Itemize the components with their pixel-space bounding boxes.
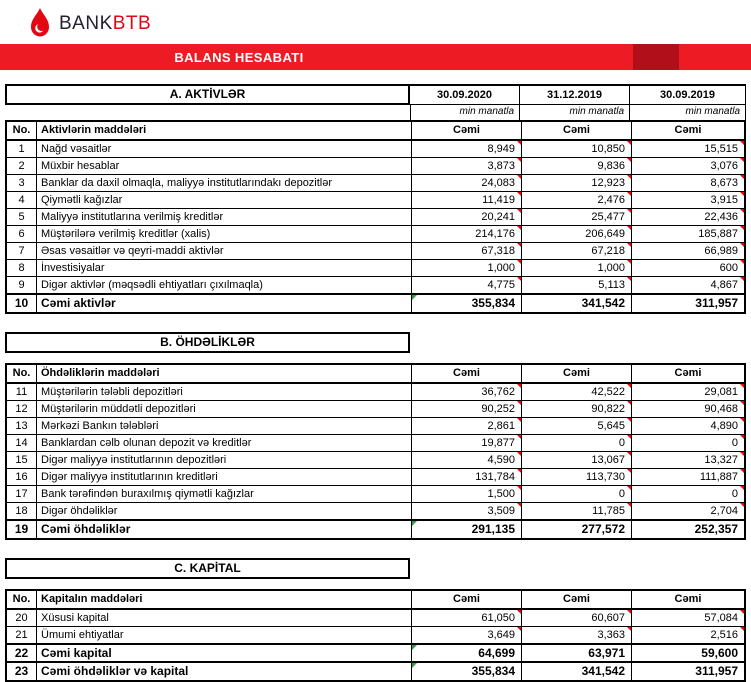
section-title: C. KAPİTAL (5, 558, 410, 579)
row-number: 22 (7, 645, 37, 662)
table-row (7, 226, 744, 243)
sections-container (5, 84, 746, 682)
data-table (5, 120, 746, 314)
col-header-items: Kapitalın maddələri (37, 591, 412, 610)
value-cell: 291,135 (412, 521, 522, 538)
value-cell: 214,176 (412, 226, 522, 243)
table-row (7, 418, 744, 435)
value-cell: 15,515 (632, 141, 744, 158)
logo-text (59, 13, 151, 35)
row-number: 18 (7, 503, 37, 520)
value-cell: 277,572 (522, 521, 632, 538)
unit-note-row (5, 105, 746, 120)
table-row (7, 644, 744, 662)
row-number: 10 (7, 295, 37, 312)
value-cell: 1,000 (522, 260, 632, 277)
spacer (5, 105, 410, 120)
row-label: Müxbir hesablar (37, 158, 412, 175)
section-title: A. AKTİVLƏR (5, 84, 410, 105)
row-number: 21 (7, 627, 37, 644)
row-number: 7 (7, 243, 37, 260)
value-cell: 61,050 (412, 610, 522, 627)
value-cell: 67,218 (522, 243, 632, 260)
row-number: 2 (7, 158, 37, 175)
value-cell: 0 (522, 435, 632, 452)
row-number: 11 (7, 384, 37, 401)
value-cell: 185,887 (632, 226, 744, 243)
row-label: Cəmi kapital (37, 645, 412, 662)
date-header: 30.09.2020 (410, 84, 520, 105)
col-header-cami: Cəmi (632, 591, 744, 610)
value-cell: 20,241 (412, 209, 522, 226)
value-cell: 4,890 (632, 418, 744, 435)
spacer (5, 353, 746, 363)
col-header-cami: Cəmi (632, 122, 744, 141)
value-cell: 9,836 (522, 158, 632, 175)
row-label: Mərkəzi Bankın tələbləri (37, 418, 412, 435)
title-banner (0, 44, 751, 70)
section-header-row (5, 84, 746, 105)
value-cell: 64,699 (412, 645, 522, 662)
value-cell: 2,704 (632, 503, 744, 520)
unit-note: min manatla (520, 105, 630, 120)
value-cell: 10,850 (522, 141, 632, 158)
col-header-no: No. (7, 591, 37, 610)
value-cell: 311,957 (695, 664, 738, 678)
value-cell: 13,327 (632, 452, 744, 469)
row-label: Müştərilərin müddətli depozitləri (37, 401, 412, 418)
value-cell: 355,834 (412, 663, 522, 680)
value-cell: 341,542 (522, 295, 632, 312)
row-label: Xüsusi kapital (37, 610, 412, 627)
value-cell: 3,076 (632, 158, 744, 175)
value-cell: 24,083 (412, 175, 522, 192)
table-row (7, 520, 744, 538)
row-label: Banklardan cəlb olunan depozit və kreditlər (37, 435, 412, 452)
row-label: Ümumi ehtiyatlar (37, 627, 412, 644)
value-cell: 4,775 (412, 277, 522, 294)
value-cell: 113,730 (522, 469, 632, 486)
row-label: Digər maliyyə institutlarının kreditləri (37, 469, 412, 486)
logo-row (0, 0, 751, 44)
row-number: 23 (7, 663, 37, 680)
row-number: 9 (7, 277, 37, 294)
table-row (7, 627, 744, 644)
value-cell: 3,649 (412, 627, 522, 644)
table-row (7, 175, 744, 192)
value-cell: 4,590 (412, 452, 522, 469)
value-cell: 36,762 (412, 384, 522, 401)
section-title: B. ÖHDƏLİKLƏR (5, 332, 410, 353)
table-header-row (7, 122, 744, 141)
col-header-items: Aktivlərin maddələri (37, 122, 412, 141)
value-cell: 0 (522, 486, 632, 503)
table-row (7, 401, 744, 418)
value-cell: 600 (632, 260, 744, 277)
value-cell: 25,477 (522, 209, 632, 226)
value-cell: 341,542 (522, 663, 632, 680)
row-label: İnvestisiyalar (37, 260, 412, 277)
table-row (7, 503, 744, 520)
value-cell: 5,645 (522, 418, 632, 435)
row-label: Cəmi öhdəliklər və kapital (37, 663, 412, 680)
value-cell: 3,915 (632, 192, 744, 209)
value-cell: 355,834 (412, 295, 522, 312)
value-cell: 57,084 (632, 610, 744, 627)
table-row (7, 469, 744, 486)
row-label: Cəmi öhdəliklər (37, 521, 412, 538)
value-cell: 67,318 (412, 243, 522, 260)
row-label: Banklar da daxil olmaqla, maliyyə institutlarındakı depozitlər (37, 175, 412, 192)
value-cell: 12,923 (522, 175, 632, 192)
col-header-cami: Cəmi (412, 122, 522, 141)
row-number: 6 (7, 226, 37, 243)
row-label: Cəmi aktivlər (37, 295, 412, 312)
value-cell: 0 (632, 435, 744, 452)
value-cell: 59,600 (632, 645, 744, 662)
col-header-cami: Cəmi (412, 591, 522, 610)
data-table (5, 363, 746, 540)
col-header-cami: Cəmi (632, 365, 744, 384)
data-table (5, 589, 746, 682)
col-header-no: No. (7, 365, 37, 384)
value-cell: 4,867 (632, 277, 744, 294)
spacer (5, 579, 746, 589)
col-header-cami: Cəmi (522, 591, 632, 610)
table-row (7, 452, 744, 469)
unit-note: min manatla (410, 105, 520, 120)
row-label: Müştərilərə verilmiş kreditlər (xalis) (37, 226, 412, 243)
value-cell: 60,607 (522, 610, 632, 627)
col-header-items: Öhdəliklərin maddələri (37, 365, 412, 384)
table-row (7, 294, 744, 312)
value-cell: 3,509 (412, 503, 522, 520)
row-label: Nağd vəsaitlər (37, 141, 412, 158)
row-number: 16 (7, 469, 37, 486)
row-number: 12 (7, 401, 37, 418)
section-ohdelikler (5, 332, 746, 540)
value-cell: 13,067 (522, 452, 632, 469)
value-cell: 1,000 (412, 260, 522, 277)
value-cell: 131,784 (412, 469, 522, 486)
section-header-row (5, 558, 746, 579)
value-cell: 42,522 (522, 384, 632, 401)
table-row (7, 435, 744, 452)
table-header-row (7, 591, 744, 610)
banner-dark-block (633, 44, 679, 70)
table-row (7, 141, 744, 158)
table-row (7, 192, 744, 209)
col-header-cami: Cəmi (412, 365, 522, 384)
value-cell: 8,673 (632, 175, 744, 192)
value-cell: 206,649 (522, 226, 632, 243)
section-aktivler (5, 84, 746, 314)
table-row (7, 486, 744, 503)
value-cell: 63,971 (522, 645, 632, 662)
row-label: Bank tərəfindən buraxılmış qiymətli kağızlar (37, 486, 412, 503)
row-number: 14 (7, 435, 37, 452)
row-label: Digər aktivlər (məqsədli ehtiyatları çıxılmaqla) (37, 277, 412, 294)
table-row (7, 260, 744, 277)
page-title: BALANS HESABATI (174, 49, 304, 65)
col-header-cami: Cəmi (522, 122, 632, 141)
table-row (7, 610, 744, 627)
value-cell: 1,500 (412, 486, 522, 503)
value-cell: 3,873 (412, 158, 522, 175)
section-header-row (5, 332, 746, 353)
value-cell: 11,419 (412, 192, 522, 209)
value-cell: 90,822 (522, 401, 632, 418)
row-number: 4 (7, 192, 37, 209)
value-cell: 2,516 (632, 627, 744, 644)
value-cell: 11,785 (522, 503, 632, 520)
value-cell: 3,363 (522, 627, 632, 644)
table-row (7, 209, 744, 226)
row-label: Əsas vəsaitlər və qeyri-maddi aktivlər (37, 243, 412, 260)
table-header-row (7, 365, 744, 384)
value-cell: 0 (632, 486, 744, 503)
row-number: 3 (7, 175, 37, 192)
value-cell: 29,081 (632, 384, 744, 401)
value-cell: 5,113 (522, 277, 632, 294)
row-number: 17 (7, 486, 37, 503)
value-cell: 8,949 (412, 141, 522, 158)
row-label: Digər öhdəliklər (37, 503, 412, 520)
col-header-no: No. (7, 122, 37, 141)
value-cell: 66,989 (632, 243, 744, 260)
date-header: 30.09.2019 (630, 84, 746, 105)
row-number: 5 (7, 209, 37, 226)
table-row (7, 277, 744, 294)
table-row (7, 384, 744, 401)
value-cell: 2,861 (412, 418, 522, 435)
value-cell: 90,252 (412, 401, 522, 418)
table-row (7, 243, 744, 260)
row-number: 20 (7, 610, 37, 627)
unit-note: min manatla (630, 105, 746, 120)
col-header-cami: Cəmi (522, 365, 632, 384)
value-cell: 90,468 (632, 401, 744, 418)
value-cell: 2,476 (522, 192, 632, 209)
date-header: 31.12.2019 (520, 84, 630, 105)
row-label: Qiymətli kağızlar (37, 192, 412, 209)
row-number: 1 (7, 141, 37, 158)
logo-btb-word: BTB (112, 13, 152, 34)
logo-bank-word: BANK (59, 13, 113, 34)
row-number: 19 (7, 521, 37, 538)
value-cell: 252,357 (694, 522, 738, 536)
value-cell: 111,887 (632, 469, 744, 486)
row-label: Maliyyə institutlarına verilmiş kreditlər (37, 209, 412, 226)
section-kapital (5, 558, 746, 682)
value-cell: 19,877 (412, 435, 522, 452)
bank-flame-icon (28, 8, 52, 40)
table-row (7, 158, 744, 175)
row-number: 8 (7, 260, 37, 277)
value-cell: 311,957 (695, 296, 738, 310)
row-label: Digər maliyyə institutlarının depozitləri (37, 452, 412, 469)
row-number: 13 (7, 418, 37, 435)
row-number: 15 (7, 452, 37, 469)
table-row (7, 662, 744, 680)
value-cell: 22,436 (632, 209, 744, 226)
row-label: Müştərilərin tələbli depozitləri (37, 384, 412, 401)
